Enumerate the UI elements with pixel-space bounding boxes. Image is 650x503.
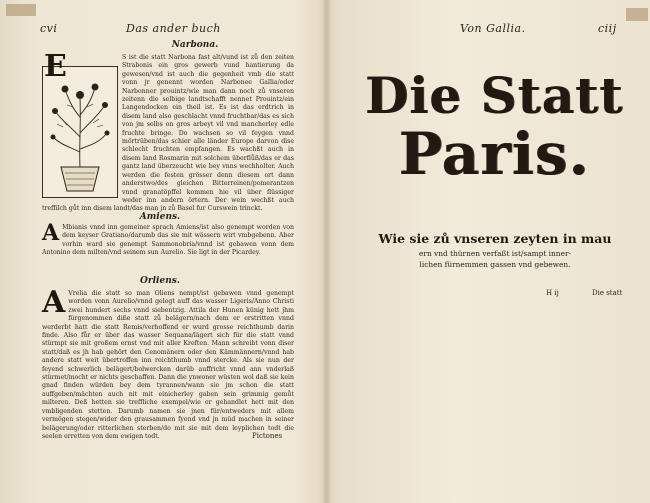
section-heading-orleans: Orliens. [140,276,180,286]
dropcap-e: E [44,49,67,84]
running-head: Das ander buch [126,22,221,35]
subtitle-line-1: Wie sie zů vnseren zeyten in mau [378,231,612,246]
left-page [0,0,322,503]
page-number: ciij [598,22,617,35]
title-line-1: Die Statt [364,66,624,125]
running-head: Von Gallia. [460,22,526,35]
amiens-text: Mbianis vnnd inn gemeiner sprach Amiens/ist also genempt worden von dem keyser Gratiano/darumb das sie mit wässern wirt vmbgebenn. Aber vorhin ward sie genempt Sammonobria/vnnd ist gebawen vonn dem Antonino dem milten/vnd seinem sun Aurelio. Sie ligt in der Picardey. [42,224,294,257]
subtitle-line-2: ern vnd thürnen verfaßt ist/sampt inner- [419,249,571,258]
narbona-text: S ist die statt Narbona fast alt/vund ist zů den zeiten Strabonis ein gros gewerb vund hantierung da gewesen/vnd ist auch die gegenheit vmb die statt vonn jr genennt worden Narbonee Gallia/oder Narbonner prouintz/wie man dann noch zů vnseren zeitenn die selbige landtschafft nennet Prouintz/ein Langendocken ein theil ist. Es ist das erdtrich in disem land also geschlacht vnnd fruchtbar/das es sich von jm selbs on gros arbeyt vil vnd mancherley edle fruchte bringe. Do wachsen so vil feygen vnnd mörtrüben/das schier alle länder Europe darvon dise schlecht fruchten empfangen. Es wachßt auch in disem land Rosmarin mit solchem überflůß/das er das gantz land überzeucht wie bey vnns wechholter. Auch werden die festen grösser denn diesem ort dann anderstwo/des gleichen Bitterreinen/pomerantzen vnnd granatöpffel kommen hie vil über flüssiger weder inn andern örtern. Der wein wechßt auch treffilch gůt inn disem landt/das man jn zů Basel fur Curswein trinckt. [42,54,294,213]
title [360,66,628,188]
amiens-paragraph [42,220,294,258]
page-number: cvi [40,22,58,35]
catchword: Pictones [252,432,283,440]
dropcap-a: A [42,285,66,320]
gutter-fold [322,0,332,503]
narbona-paragraph [42,49,294,214]
section-heading-amiens: Amiens. [139,212,181,222]
orleans-text: Vrelia die statt so man Oliens nempt/ist gebawen vnnd genempt worden vonn Aurelio/vnnd gelegt auff das wasser Ligeris/Anno Christi zwei hundert sechs vnnd siebentzig. Attila der Hunen künig hett jhm fürgenommen diße statt zů belägern/nach dem er erstritten vnnd werderbt hatt die statt Remis/verhoffend er wurd grosse reichthumb darin finde. Also fůr er über das wasser Sequana/lägert sich für die statt vnnd stürmpt sie mit großem ernst vnd mit aller Kreften. Mann schreibt vonn diser statt/daß es jh hab gehört den Cenomänern oder den Kämmännern/vnnd hab andere statt weit übertroffen inn reichthumb vnnd stercke. Als sie nun der feyend schwerlich belägert/bolwercken darüb auffricht vnnd ann vnderlaß stürmet/mocht er nichts geschaffen. Dann die ynwoner wüsten wol daß sie kein gnad finden würden bey dem tyrannen/wann sie jm schon die statt auffgeben/mächten auch nit mit einicherley gaben sein grimmig gemůt milteren. Deß hetten sie treffliche exempel/wie er gehandlet hett mit den vmbligenden stetten. Darumb namen sie jnen für/entweders mit allem vermögen stegen/wider den grausammen fyend vnd jn müd machen in seiner belägerung/oder ritterlichen sterben/do mit sie mit dem leyplichen todt die seelen erretten von dem ewigen todt. [42,290,294,440]
subtitle-lines [372,248,618,270]
signature-mark: H ij [546,289,559,297]
right-page [332,0,650,503]
dropcap-a: A [42,220,60,246]
section-heading-narbona: Narbona. [171,40,219,50]
title-line-2: Paris. [398,120,590,188]
subtitle-line-3: lichen fürnemmen gassen vnd gebewen. [419,260,571,269]
catchword: Die statt [592,289,623,297]
orleans-paragraph [42,285,294,441]
